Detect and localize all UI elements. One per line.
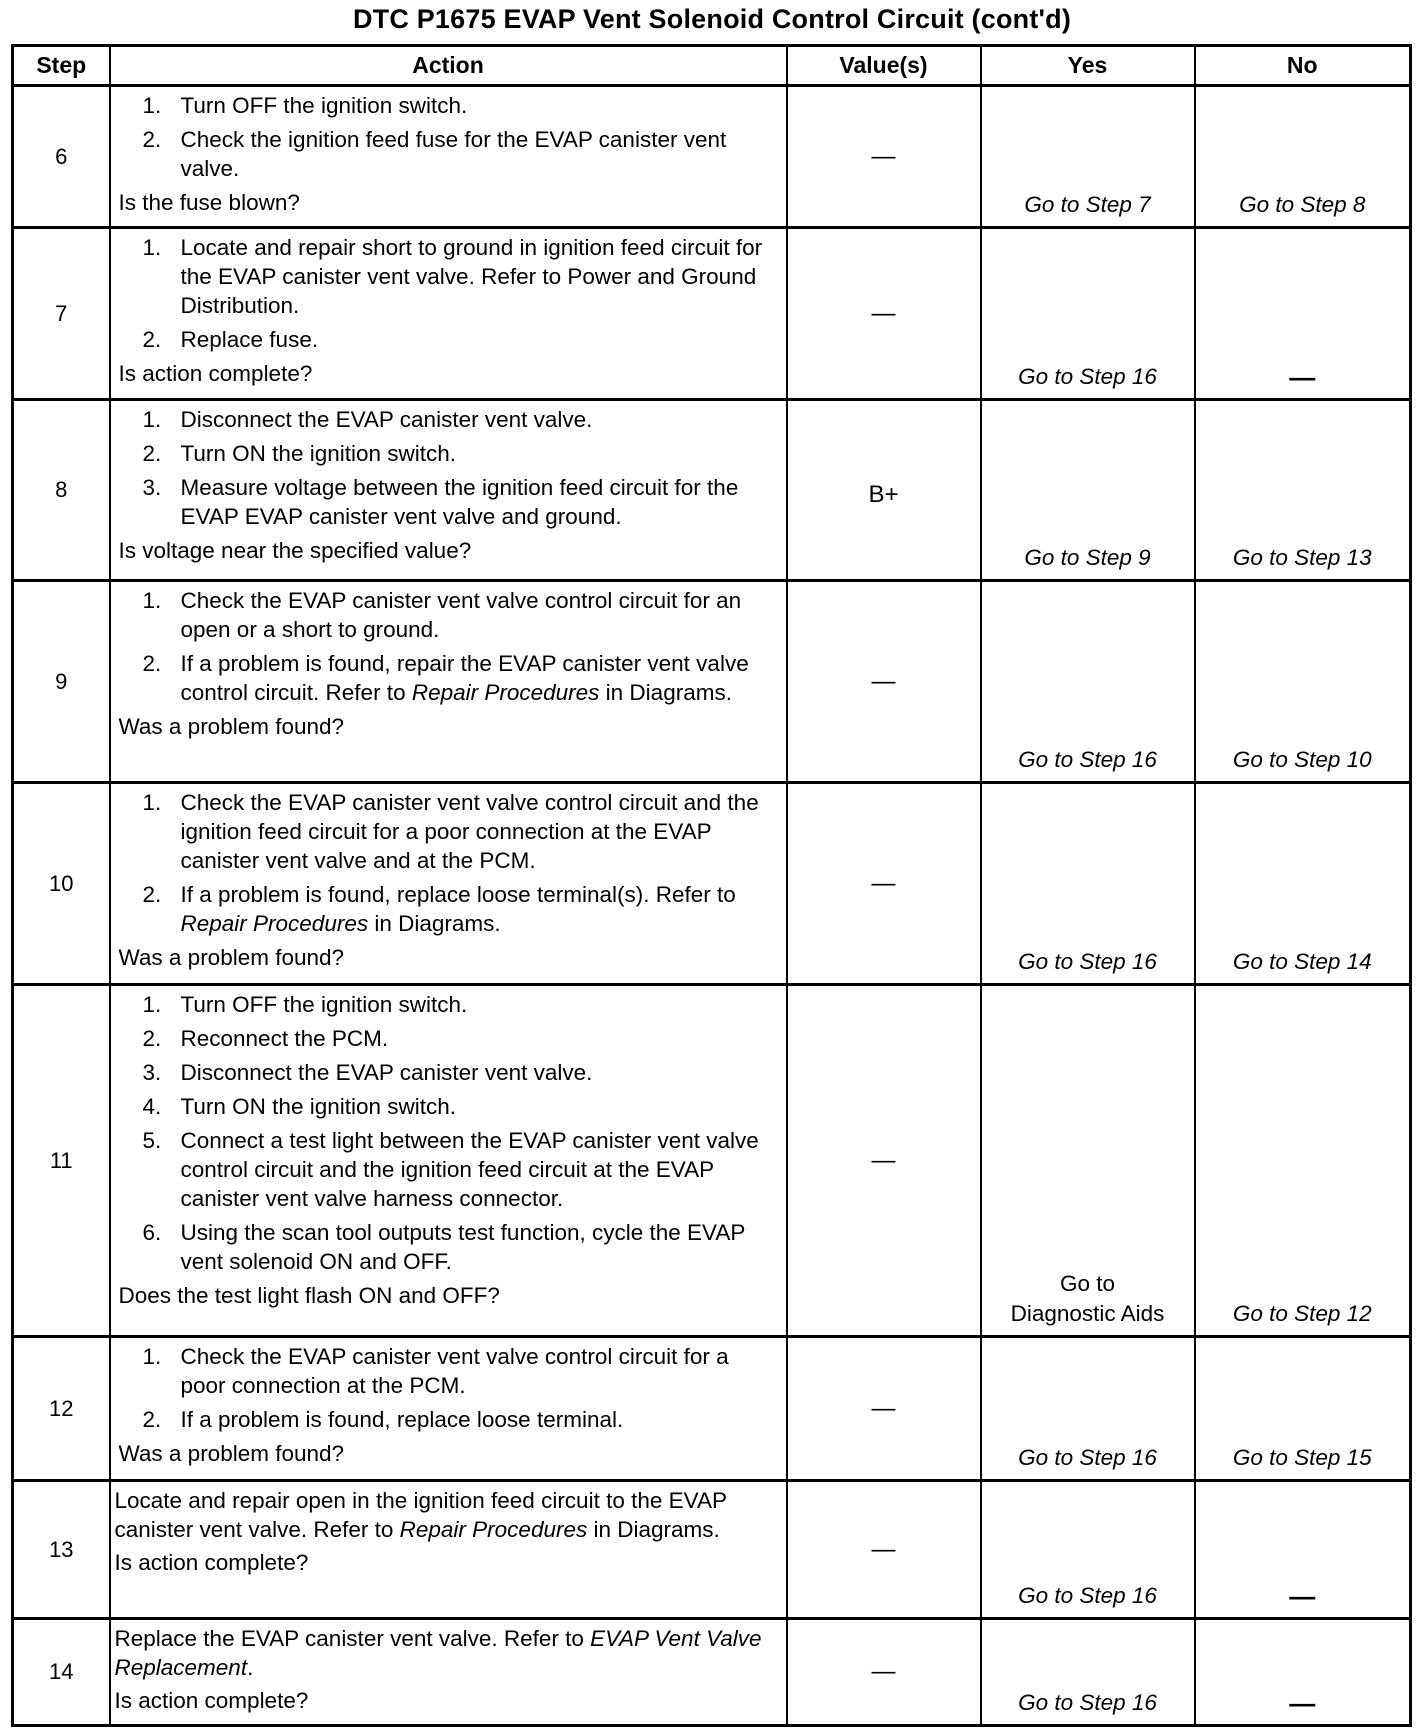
yes-cell: Go to Step 16 (981, 1619, 1195, 1726)
table-row-step-6 (13, 86, 1411, 228)
no-cell: — (1195, 1619, 1411, 1726)
action-cell (110, 581, 787, 783)
action-item (119, 1058, 776, 1087)
value-cell: — (787, 1337, 981, 1481)
table-row-step-10 (13, 783, 1411, 985)
no-cell: Go to Step 13 (1195, 400, 1411, 581)
step-number: 14 (13, 1619, 110, 1726)
header-row (13, 46, 1411, 86)
header-no: No (1195, 46, 1411, 86)
item-text: Turn OFF the ignition switch. (180, 992, 468, 1017)
item-number: 3. (142, 475, 162, 500)
yes-cell: Go to Step 9 (981, 400, 1195, 581)
action-item (119, 125, 776, 183)
action-cell (110, 400, 787, 581)
question: Was a problem found? (118, 714, 345, 739)
action-item (119, 1092, 776, 1121)
item-text: Measure voltage between the ignition feed circuit for the EVAP EVAP canister vent valve and ground. (180, 475, 739, 529)
table-row-step-14 (13, 1619, 1411, 1726)
repair-procedures-reference: Repair Procedures (411, 680, 600, 705)
question: Is action complete? (118, 361, 313, 386)
value-cell: — (787, 1481, 981, 1619)
action-cell (110, 228, 787, 400)
item-text: If a problem is found, replace loose terminal(s). Refer to (180, 882, 736, 907)
item-text: Disconnect the EVAP canister vent valve. (180, 1060, 593, 1085)
item-text: If a problem is found, repair the EVAP canister vent valve control circuit. Refer to (180, 651, 749, 705)
question: Does the test light flash ON and OFF? (118, 1283, 500, 1308)
yes-cell: Go to Step 16 (981, 1481, 1195, 1619)
no-cell: Go to Step 8 (1195, 86, 1411, 228)
yes-cell: Go to Step 16 (981, 783, 1195, 985)
action-cell (110, 86, 787, 228)
item-text-end: in Diagrams. (599, 680, 732, 705)
question: Is the fuse blown? (118, 190, 300, 215)
item-number: 1. (142, 1344, 162, 1369)
table-row-step-8 (13, 400, 1411, 581)
item-text: Using the scan tool outputs test function, cycle the EVAP vent solenoid ON and OFF. (180, 1220, 745, 1274)
item-number: 1. (142, 235, 162, 260)
value-cell: B+ (787, 400, 981, 581)
step-number: 9 (13, 581, 110, 783)
yes-line-1: Go to (1059, 1271, 1116, 1296)
value-cell: — (787, 1619, 981, 1726)
action-item (119, 473, 776, 531)
header-values: Value(s) (787, 46, 981, 86)
diagnostic-table (11, 44, 1412, 1727)
action-cell (110, 1619, 787, 1726)
item-number: 2. (142, 1026, 162, 1051)
action-text-end: . (247, 1655, 254, 1680)
question: Is voltage near the specified value? (118, 538, 472, 563)
no-cell: Go to Step 12 (1195, 985, 1411, 1337)
action-item (119, 325, 776, 354)
action-item (119, 880, 776, 938)
yes-cell: Go to Step 16 (981, 1337, 1195, 1481)
value-cell: — (787, 985, 981, 1337)
action-paragraph (115, 1624, 776, 1682)
no-cell: Go to Step 10 (1195, 581, 1411, 783)
action-cell (110, 985, 787, 1337)
item-number: 5. (142, 1128, 162, 1153)
action-text-end: in Diagrams. (587, 1517, 720, 1542)
item-text: Locate and repair short to ground in ignition feed circuit for the EVAP canister vent valve. Refer to Power and Ground Distribution. (180, 235, 763, 318)
step-number: 12 (13, 1337, 110, 1481)
action-cell (110, 1481, 787, 1619)
item-text: Disconnect the EVAP canister vent valve. (180, 407, 593, 432)
item-text: Check the EVAP canister vent valve control circuit and the ignition feed circuit for a poor connection at the EVAP canister vent valve and at the PCM. (180, 790, 759, 873)
header-step: Step (13, 46, 110, 86)
item-number: 1. (142, 407, 162, 432)
action-item (119, 586, 776, 644)
item-number: 1. (142, 588, 162, 613)
action-item (119, 1126, 776, 1213)
repair-procedures-reference: Repair Procedures (180, 911, 369, 936)
question: Is action complete? (114, 1688, 309, 1713)
no-cell: Go to Step 15 (1195, 1337, 1411, 1481)
action-item (119, 91, 776, 120)
yes-cell (981, 985, 1195, 1337)
step-number: 11 (13, 985, 110, 1337)
yes-line-2: Diagnostic Aids (1010, 1301, 1165, 1326)
action-item (119, 1342, 776, 1400)
item-number: 2. (142, 882, 162, 907)
table-row-step-12 (13, 1337, 1411, 1481)
no-cell: — (1195, 228, 1411, 400)
item-number: 1. (142, 93, 162, 118)
step-number: 6 (13, 86, 110, 228)
yes-cell: Go to Step 16 (981, 228, 1195, 400)
action-item (119, 1218, 776, 1276)
yes-cell: Go to Step 16 (981, 581, 1195, 783)
action-cell (110, 1337, 787, 1481)
table-row-step-7 (13, 228, 1411, 400)
question: Was a problem found? (118, 1441, 345, 1466)
action-paragraph (115, 1486, 776, 1544)
item-text: Turn OFF the ignition switch. (180, 93, 468, 118)
item-text: Check the EVAP canister vent valve control circuit for a poor connection at the PCM. (180, 1344, 729, 1398)
item-number: 2. (142, 651, 162, 676)
table-row-step-11 (13, 985, 1411, 1337)
value-cell: — (787, 228, 981, 400)
action-text: Replace the EVAP canister vent valve. Refer to (114, 1626, 591, 1651)
action-cell (110, 783, 787, 985)
question: Is action complete? (114, 1550, 309, 1575)
item-number: 1. (142, 790, 162, 815)
item-number: 1. (142, 992, 162, 1017)
action-item (119, 439, 776, 468)
action-item (119, 1024, 776, 1053)
question: Was a problem found? (118, 945, 345, 970)
repair-procedures-reference: Repair Procedures (399, 1517, 588, 1542)
item-text: If a problem is found, replace loose terminal. (180, 1407, 624, 1432)
step-number: 7 (13, 228, 110, 400)
yes-cell: Go to Step 7 (981, 86, 1195, 228)
item-number: 4. (142, 1094, 162, 1119)
vent-valve-replacement-reference: EVAP Vent Valve Replacement (114, 1626, 762, 1680)
action-item (119, 990, 776, 1019)
item-text: Connect a test light between the EVAP canister vent valve control circuit and the ignition feed circuit at the EVAP canister vent valve harness connector. (180, 1128, 759, 1211)
action-text: Locate and repair open in the ignition feed circuit to the EVAP canister vent valve. Refer to (114, 1488, 727, 1542)
item-number: 2. (142, 327, 162, 352)
header-action: Action (110, 46, 787, 86)
item-text: Turn ON the ignition switch. (180, 1094, 457, 1119)
item-text: Check the ignition feed fuse for the EVAP canister vent valve. (180, 127, 727, 181)
item-text-end: in Diagrams. (368, 911, 501, 936)
action-item (119, 233, 776, 320)
item-text: Check the EVAP canister vent valve control circuit for an open or a short to ground. (180, 588, 742, 642)
action-item (119, 649, 776, 707)
item-number: 2. (142, 127, 162, 152)
step-number: 10 (13, 783, 110, 985)
step-number: 8 (13, 400, 110, 581)
action-item (119, 788, 776, 875)
item-number: 2. (142, 441, 162, 466)
header-yes: Yes (981, 46, 1195, 86)
item-text: Replace fuse. (180, 327, 319, 352)
action-item (119, 405, 776, 434)
no-cell: Go to Step 14 (1195, 783, 1411, 985)
item-text: Turn ON the ignition switch. (180, 441, 457, 466)
item-number: 6. (142, 1220, 162, 1245)
value-cell: — (787, 783, 981, 985)
step-number: 13 (13, 1481, 110, 1619)
item-number: 2. (142, 1407, 162, 1432)
action-item (119, 1405, 776, 1434)
page-title: DTC P1675 EVAP Vent Solenoid Control Circuit (cont'd) (352, 4, 1072, 34)
no-cell: — (1195, 1481, 1411, 1619)
table-row-step-9 (13, 581, 1411, 783)
item-number: 3. (142, 1060, 162, 1085)
table-row-step-13 (13, 1481, 1411, 1619)
value-cell: — (787, 86, 981, 228)
item-text: Reconnect the PCM. (180, 1026, 389, 1051)
value-cell: — (787, 581, 981, 783)
